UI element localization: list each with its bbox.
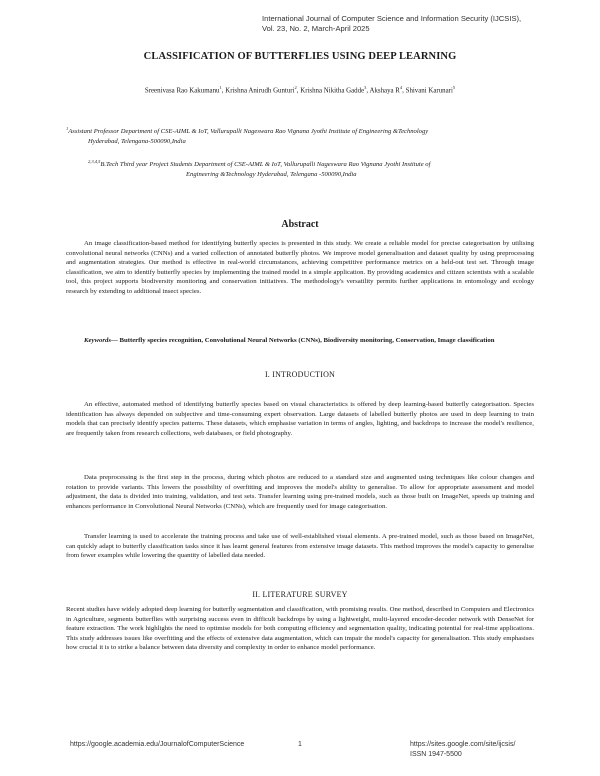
affiliation-line: Hyderabad, Telengana-500090,India [88,137,186,145]
author-name: Sreenivasa Rao Kakumanu [144,87,220,95]
keywords-label: Keywords [84,337,111,344]
intro-paragraph-2: Data preprocessing is the first step in the process, during which photos are reduced to a standard size and augmented using techniques like colour changes and rotation to provide variants. This lowers the possibility of overfitting and improves the model's ability to generalise. To allow for appropriate assessment and model adjustment, the data is divided into training, validation, and test sets. Transfer learning using pre-trained models, such as those built on ImageNet, speeds up training and enhances performance in Convolutional Neural Networks (CNNs), which are frequently used for image categorisation. [66,474,534,510]
author-sup: 3 [364,85,367,90]
paper-title: CLASSIFICATION OF BUTTERFLIES USING DEEP LEARNING [143,51,457,62]
affiliation-line: Assistant Professor Department of CSE-AIML & IoT, Vallurupalli Nageswara Rao Vignana Jyothi Institute of Engineering &Technology [68,128,429,136]
keywords-text: — Butterfly species recognition, Convolutional Neural Networks (CNNs), Biodiversity monitoring, Conservation, Image classification [111,337,495,344]
author-sup: 1 [219,85,222,90]
author-name: Krishna Nikitha Gadde [300,87,365,95]
intro-paragraph-3: Transfer learning is used to accelerate the training process and take use of well-established visual elements. A pre-trained model, such as those based on ImageNet, can quickly adapt to butterfly classification tasks since it has learnt general features from extensive image datasets. This method improves the model's capacity to generalise from fewer examples while lowering the quantity of labelled data needed. [66,533,534,559]
abstract-heading: Abstract [281,219,319,230]
section-heading-literature-survey: II. LITERATURE SURVEY [252,590,348,599]
literature-paragraph-1: Recent studies have widely adopted deep learning for butterfly segmentation and classification, with promising results. One method, described in Computers and Electronics in Agriculture, segments butterflies with surprising success even in difficult backdrops by using a lightweight, multi-layered encoder-decoder network with DenseNet for feature extraction. The work highlights the need to optimise models for both computing efficiency and segmentation quality, indicating potential for real-time applications. This study addresses issues like overfitting and the effects of extensive data augmentation, which can impair the model's capacity for generalisation. This study emphasises how crucial it is to strike a balance between data diversity and complexity in order to enhance model performance. [66,606,534,651]
author-sup: 5 [452,85,456,90]
section-heading-introduction: I. INTRODUCTION [264,370,336,379]
journal-volume: Vol. 23, No. 2, March-April 2025 [262,24,370,33]
affiliation-2 [66,157,536,179]
affiliation-line: Engineering &Technology Hyderabad, Telengana -500090,India [186,170,357,178]
abstract-text: An image classification-based method for identifying butterfly species is presented in this study. We create a reliable model for precise categorisation by utilising convolutional neural networks (CNNs) and a varied collection of annotated butterfly photos. We improve model generalisation and dataset quality by using preprocessing and augmentation strategies. Our method is effective in real-world circumstances, achieving competitive performance metrics on a held-out test set. Through image classification, we aim to identify butterfly species by implementing the trained model in a simple application. By providing academics and citizen scientists with a scalable tool, this project supports biodiversity monitoring and conservation initiatives. The methodology's versatility permits further applications in entomology and ecology research by extending to additional insect species. [66,240,534,295]
author-name: Krishna Anirudh Gunturi [225,87,295,95]
affiliation-1 [66,124,536,146]
author-sup: 4 [399,85,403,90]
journal-name: International Journal of Computer Science and Information Security (IJCSIS), [262,14,522,23]
page-number: 1 [298,741,302,748]
keywords [66,336,534,346]
author-name: Akshaya R [369,87,400,95]
issn: ISSN 1947-5500 [410,751,462,758]
author-sup: 2 [294,85,297,90]
journal-header [262,14,562,34]
footer-left-link[interactable]: https://google.academia.edu/JournalofComputerScience [70,741,245,748]
intro-paragraph-1: An effective, automated method of identifying butterfly species based on visual characteristics is offered by deep learning-based butterfly categorisation. Species identification has always depended on subjective and time-consuming expert observation. Large datasets of labelled butterfly photos are used in deep learning to train models that can precisely identify species patterns. These datasets, which emphasise variation in terms of angles, lighting, and backdrops to increase the model's resilience, are frequently taken from research collections, web databases, or field photography. [66,401,534,437]
affiliation-line: B.Tech Third year Project Students Department of CSE-AIML & IoT, Vallurupalli Nageswara Rao Vignana Jyothi Institute of [100,161,431,169]
author-list: Sreenivasa Rao Kakumanu$^1$, Krishna Anirudh Gunturi$^2$, Krishna Nikitha Gadde$^3$, Akshaya $R^4$, Shivani Karunari$^5$ [144,85,456,95]
author-name: Shivani Karunari [405,87,453,95]
footer-right [410,740,515,760]
affiliation-sup: 1 [66,126,69,131]
footer-right-link[interactable]: https://sites.google.com/site/ijcsis/ [410,741,516,748]
affiliation-sup: 2,3,4,5 [88,159,101,164]
